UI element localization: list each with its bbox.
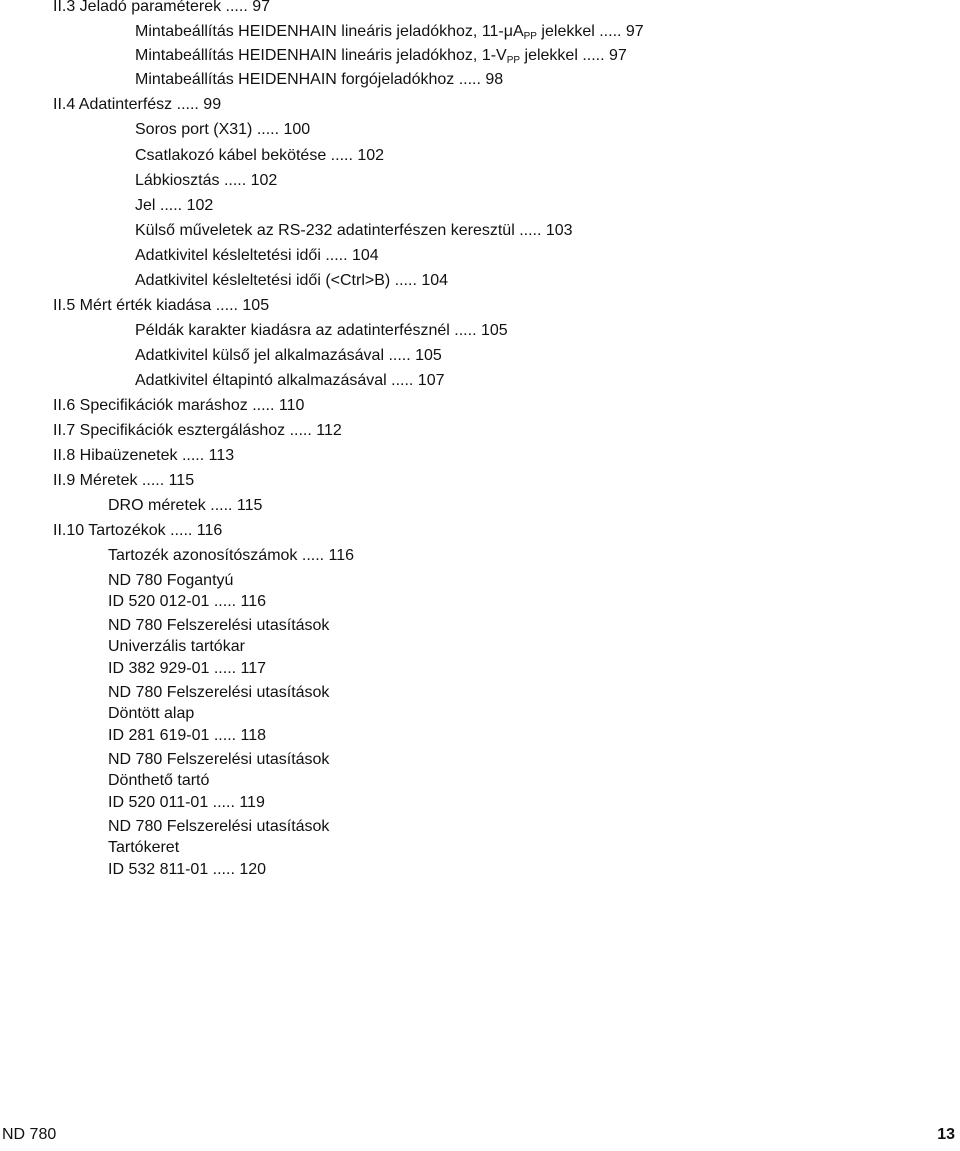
toc-entry: ID 532 811-01 ..... 120 xyxy=(108,861,267,878)
toc-entry: Adatkivitel késleltetési idői ..... 104 xyxy=(135,247,379,264)
toc-entry: II.10 Tartozékok ..... 116 xyxy=(53,522,223,539)
toc-entry: ND 780 Felszerelési utasítások xyxy=(108,684,330,701)
toc-entry: II.6 Specifikációk maráshoz ..... 110 xyxy=(53,397,305,414)
toc-entry: Mintabeállítás HEIDENHAIN lineáris jeladókhoz, $11-\mu A_{PP}$ jelekkel ..... 97 xyxy=(135,23,644,42)
toc-entry: II.5 Mért érték kiadása ..... 105 xyxy=(53,297,270,314)
toc-entry: Tartozék azonosítószámok ..... 116 xyxy=(108,547,355,564)
toc-entry: Jel ..... 102 xyxy=(135,197,214,214)
toc-entry: ND 780 Felszerelési utasítások xyxy=(108,751,330,768)
toc-entry: ND 780 Felszerelési utasítások xyxy=(108,818,330,835)
toc-entry: ID 520 011-01 ..... 119 xyxy=(108,794,265,811)
toc-entry: DRO méretek ..... 115 xyxy=(108,497,263,514)
toc-entry: II.3 Jeladó paraméterek ..... 97 xyxy=(53,0,271,15)
toc-entry: ND 780 Felszerelési utasítások xyxy=(108,617,330,634)
toc-entry: Mintabeállítás HEIDENHAIN forgójeladókhoz ..... 98 xyxy=(135,71,504,88)
toc-entry: Döntött alap xyxy=(108,705,195,722)
toc-entry: ID 520 012-01 ..... 116 xyxy=(108,593,267,610)
toc-entry: II.4 Adatinterfész ..... 99 xyxy=(53,96,222,113)
toc-entry: Adatkivitel külső jel alkalmazásával ..... 105 xyxy=(135,347,442,364)
toc-entry: Csatlakozó kábel bekötése ..... 102 xyxy=(135,147,385,164)
toc-entry: Tartókeret xyxy=(108,839,180,856)
toc-entry: Adatkivitel késleltetési idői (<Ctrl>B) ..... 104 xyxy=(135,272,449,289)
footer-page-number: 13 xyxy=(937,1126,955,1143)
toc-entry: Univerzális tartókar xyxy=(108,638,245,655)
toc-entry: Dönthető tartó xyxy=(108,772,210,789)
toc-entry: II.8 Hibaüzenetek ..... 113 xyxy=(53,447,235,464)
toc-entry: Soros port (X31) ..... 100 xyxy=(135,121,311,138)
toc-entry: ND 780 Fogantyú xyxy=(108,572,234,589)
toc-entry: II.9 Méretek ..... 115 xyxy=(53,472,195,489)
toc-entry: Külső műveletek az RS-232 adatinterfészen keresztül ..... 103 xyxy=(135,222,573,239)
toc-entry: Adatkivitel éltapintó alkalmazásával ..... 107 xyxy=(135,372,445,389)
toc-entry: ID 281 619-01 ..... 118 xyxy=(108,727,267,744)
toc-entry: Mintabeállítás HEIDENHAIN lineáris jeladókhoz, $1-V_{PP}$ jelekkel ..... 97 xyxy=(135,47,627,66)
toc-entry: Lábkiosztás ..... 102 xyxy=(135,172,278,189)
toc-entry: II.7 Specifikációk esztergáláshoz ..... 112 xyxy=(53,422,342,439)
footer-product-name: ND 780 xyxy=(2,1126,57,1143)
toc-entry: ID 382 929-01 ..... 117 xyxy=(108,660,267,677)
toc-entry: Példák karakter kiadásra az adatinterfésznél ..... 105 xyxy=(135,322,508,339)
